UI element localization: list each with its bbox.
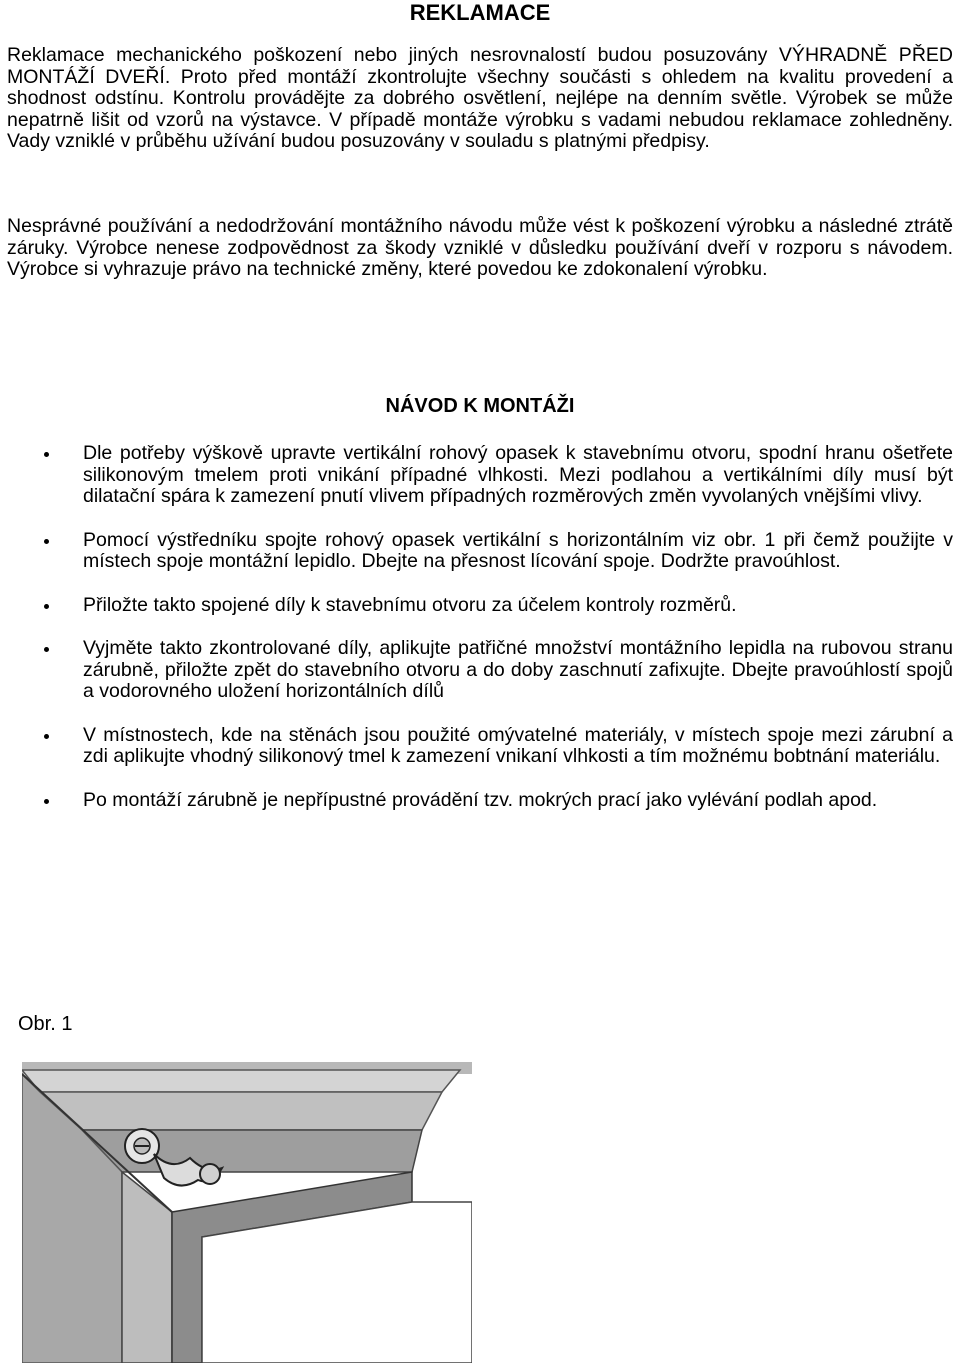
bullet-icon <box>44 604 49 609</box>
list-item <box>0 443 953 508</box>
bullet-icon <box>44 647 49 652</box>
horizontal-frame-top <box>22 1070 460 1092</box>
bullet-icon <box>44 452 49 457</box>
list-item <box>0 725 953 768</box>
step-text: Po montáží zárubně je nepřípustné provádění tzv. mokrých prací jako vylévání podlah apod. <box>83 788 878 811</box>
step-text: V místnostech, kde na stěnách jsou použité omývatelné materiály, v místech spoje mezi zárubní a zdi aplikujte vhodný silikonový tmel k zamezení vnikaní vlhkosti a tím možnému bobtnání materiálu. <box>83 723 953 767</box>
step-text: Dle potřeby výškově upravte vertikální rohový opasek k stavebnímu otvoru, spodní hranu ošetřete silikonovým tmelem proti vnikání případné vlhkosti. Mezi podlahou a vertikálními díly musí být dilatační spára k zamezení pnutí vlivem případných rozměrových změn vyvolaných vnějšími vlivy. <box>83 442 953 507</box>
bullet-icon <box>44 539 49 544</box>
reklamace-title: REKLAMACE <box>409 0 551 25</box>
list-item <box>0 790 953 812</box>
horizontal-frame-front <box>40 1092 442 1130</box>
list-item <box>0 638 953 703</box>
step-text: Přiložte takto spojené díly k stavebnímu otvoru za účelem kontroly rozměrů. <box>83 593 737 616</box>
bullet-icon <box>44 799 49 804</box>
reklamace-paragraph-2: Nesprávné používání a nedodržování montážního návodu může vést k poškození výrobku a následné ztrátě záruky. Výrobce nenese zodpovědnost za škody vzniklé v důsledku používání dveří v rozporu s návodem. Výrobce si vyhrazuje právo na technické změny, které povedou ke zdokonalení výrobku. <box>7 215 953 280</box>
bullet-icon <box>44 734 49 739</box>
step-text: Pomocí výstředníku spojte rohový opasek vertikální s horizontálním viz obr. 1 při čemž použijte v místech spoje montážní lepidlo. Dbejte na přesnost lícování spoje. Dodržte pravoúhlost. <box>83 528 953 572</box>
montage-steps-list <box>0 443 960 833</box>
list-item <box>0 595 953 617</box>
reklamace-paragraph-1: Reklamace mechanického poškození nebo jiných nesrovnalostí budou posuzovány VÝHRADNĚ PŘED MONTÁŽÍ DVEŘÍ. Proto před montáží zkontrolujte všechny součásti s ohledem na kvalitu provedení a shodnost odstínu. Kontrolu provádějte za dobrého osvětlení, nejlépe na denním světle. Výrobek se může nepatrně lišit od vzorů na výstavce. V případě montáže výrobku s vadami nebudou reklamace zohledněny. Vady vzniklé v průběhu užívání budou posuzovány v souladu s platnými předpisy. <box>7 44 953 152</box>
list-item <box>0 530 953 573</box>
frame-corner-illustration <box>22 1062 472 1363</box>
step-text: Vyjměte takto zkontrolované díly, aplikujte patřičné množství montážního lepidla na rubovou stranu zárubně, přiložte zpět do stavebního otvoru a do doby zaschnutí zafixujte. Dbejte pravoúhlostí spojů a vodorovného uložení horizontálních dílů <box>83 637 953 702</box>
navod-title: NÁVOD K MONTÁŽI <box>385 395 575 417</box>
vertical-frame-front <box>122 1172 172 1363</box>
figure-label: Obr. 1 <box>18 1013 73 1035</box>
